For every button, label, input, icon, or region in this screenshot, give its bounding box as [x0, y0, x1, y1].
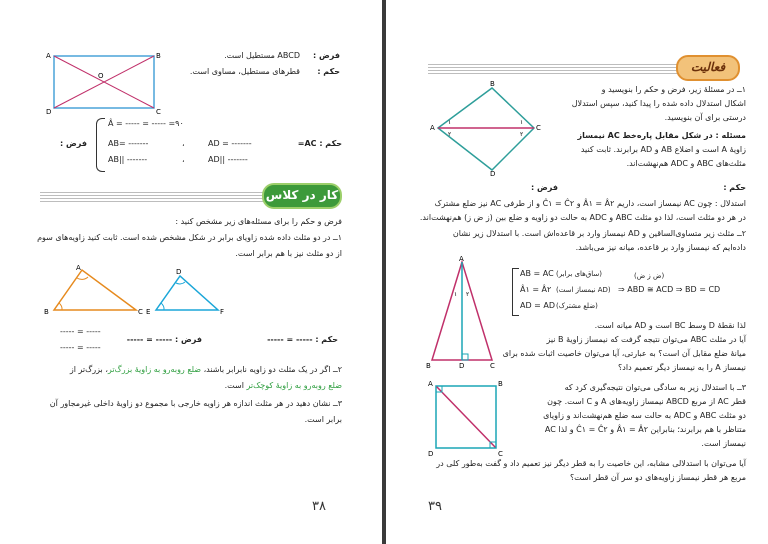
eq-angle: Â = ----- = ----- =۹۰ [108, 119, 184, 128]
comma-2: ، [182, 155, 185, 164]
g-ad-note: (ضلع مشترک) [556, 302, 598, 310]
ruling-2: حکم : ----- = ----- [267, 335, 338, 344]
sq-A: A [428, 380, 433, 388]
page-number-left: ۳۸ [312, 499, 326, 514]
g-sas: (ض ز ض) [634, 272, 665, 280]
label-F2: F [220, 308, 225, 316]
page-number-right: ۳۹ [428, 499, 442, 514]
sq-C: C [498, 450, 503, 458]
kite-n2: ۲ [448, 131, 452, 138]
banner-stripe [40, 192, 270, 204]
right-page [386, 0, 768, 544]
q1-line1: ۱ــ در دو مثلث داده شده زاویای برابر در شکل مشخص شده است. ثابت کنید زاویه‌های سوم [37, 233, 342, 242]
brace [96, 118, 105, 172]
iso-D: D [459, 362, 465, 370]
eq-ad: AD = ------- [208, 139, 252, 148]
class-work-banner: کار در کلاس [262, 183, 342, 209]
g-ad: AD = AD [520, 301, 556, 310]
label-C: C [156, 108, 161, 114]
kite-n2b: ۲ [520, 131, 524, 138]
left-page [0, 0, 382, 544]
intro-text: فرض و حکم را برای مسئله‌های زیر مشخص کنید : [175, 217, 342, 226]
q2-d: است. [224, 381, 244, 390]
ruling-label: حکم : [317, 67, 340, 76]
activity-banner: فعالیت [676, 55, 740, 81]
a3-l3: دو مثلث ABC و ADC به حالت سه ضلع هم‌نهشت‌اند و زاویای [543, 411, 746, 420]
sq-D: D [428, 450, 434, 458]
q2-green: ضلع روبه‌رو به زاویهٔ بزرگ‌تر [107, 365, 202, 374]
given-text: ABCD مستطیل است. [224, 51, 300, 60]
proof-l1: استدلال : چون AC نیمساز است، داریم Â۱ = Â۲ و Ĉ۱ = Ĉ۲ و از طرفی AC نیز ضلع مشترک [434, 199, 746, 208]
blank-1: ----- = ----- [60, 327, 101, 336]
given-r: فرض : [531, 183, 558, 192]
sq-B: B [498, 380, 503, 388]
label-B2: B [44, 308, 49, 316]
kite-figure [430, 80, 550, 176]
a3-l6: آیا می‌توان با استدلالی مشابه، این خاصیت را به قطر دیگر نیز تعمیم داد و گفت به‌طور کلی در [436, 459, 746, 468]
rectangle-figure [40, 48, 170, 114]
box-ruling: حکم : AC= [297, 139, 342, 148]
isosceles-figure [426, 256, 496, 370]
m-l2: زاویهٔ A است و اضلاع AB و AD برابرند. ثابت کنید [580, 145, 746, 154]
kite-n1: ۱ [448, 119, 452, 126]
a2-l2: داده‌ایم که نیمساز وارد بر قاعده، میانه نیز می‌باشد. [575, 243, 746, 252]
a2-l1: ۲ــ مثلث زیر متساوی‌الساقین و AD نیمساز وارد بر قاعده‌اش است. با استدلال زیر نشان [452, 229, 746, 238]
a2-l5: میانهٔ ضلع مقابل آن است؟ به عبارتی، آیا می‌توان خاصیت اثبات شده برای [502, 349, 746, 358]
iso-B: B [426, 362, 431, 370]
activity-stripe [428, 64, 690, 76]
a1-l1: ۱ــ در مسئلهٔ زیر، فرض و حکم را بنویسید و [601, 85, 746, 94]
given-label: فرض : [313, 51, 340, 60]
q1-line2: از دو مثلث نیز با هم برابر است. [235, 249, 342, 258]
eq-ab-par: AB|| ------- [108, 155, 148, 164]
a3-l4: متناظر با هم برابرند؛ بنابراین Â۱ = Â۲ و Ĉ۱ = Ĉ۲ و لذا AC [544, 425, 746, 434]
ruling-r: حکم : [723, 183, 746, 192]
g-ab: AB = AC [520, 269, 554, 278]
g-a: Â۱ = Â۲ [520, 285, 552, 294]
q2-a: ۲ــ اگر در یک مثلث دو زاویه نابرابر باشند، [203, 365, 342, 374]
square-figure [426, 378, 504, 458]
blank-2: ----- = ----- [60, 343, 101, 352]
iso-n2: ۲ [466, 291, 470, 298]
q3-line2: برابر است. [304, 415, 342, 424]
proof-brace [512, 268, 519, 316]
q2-green-2: ضلع روبه‌رو به زاویهٔ کوچک‌تر [246, 381, 342, 390]
label-E2: E [146, 308, 151, 316]
a2-l4: آیا در مثلث ABC می‌توان نتیجه گرفت که نیمساز زاویهٔ B نیز [546, 335, 746, 344]
a1-l3: درستی برای آن بنویسید. [664, 113, 746, 122]
iso-n1: ۱ [454, 291, 458, 298]
label-A2: A [76, 264, 81, 272]
comma-1: ، [182, 139, 185, 148]
iso-A: A [459, 256, 464, 263]
m-l1: مسئله : در شکل مقابل پاره‌خط AC نیمساز [577, 131, 746, 140]
iso-C: C [490, 362, 495, 370]
g-result: ⇒ ABD ≅ ACD ⇒ BD = CD [618, 285, 721, 294]
kite-A: A [430, 124, 435, 132]
label-B: B [156, 52, 161, 60]
eq-ab: AB= ------- [108, 139, 149, 148]
a2-l6: نیمساز A را به نیمساز دیگر تعمیم داد؟ [618, 363, 746, 372]
label-O: O [98, 72, 104, 80]
q2-b: ، بزرگ‌تر از [69, 365, 108, 374]
m-l3: مثلث‌های ABC و ADC هم‌نهشت‌اند. [626, 159, 746, 168]
g-a-note: (AD نیمساز است) [556, 286, 611, 294]
ruling-text: قطرهای مستطیل، مساوی است. [189, 67, 300, 76]
given-2: فرض : ----- = ----- [126, 335, 202, 344]
a3-l2: قطر AC از مربع ABCD نیمساز زاویه‌های A و C است. چون [547, 397, 746, 406]
g-ab-note: (ساق‌های برابر) [556, 270, 602, 278]
a3-l1: ۳ــ با استدلال زیر به سادگی می‌توان نتیجه‌گیری کرد که [564, 383, 746, 392]
eq-ad-par: AD|| ------- [208, 155, 248, 164]
q3-line1: ۳ــ نشان دهید در هر مثلث اندازه هر زاویه خارجی با مجموع دو زاویهٔ داخلی غیرمجاور آن [49, 399, 342, 408]
label-C2: C [138, 308, 143, 316]
a3-l7: مربع هر قطر نیمساز زاویه‌های دو سر آن قطر است؟ [569, 473, 746, 482]
a2-l3: لذا نقطهٔ D وسط BC است و AD میانه است. [594, 321, 746, 330]
kite-C: C [536, 124, 541, 132]
kite-B: B [490, 80, 495, 88]
label-A: A [46, 52, 51, 60]
a1-l2: اشکال استدلال داده شده را پیدا کنید، سپس استدلال [571, 99, 746, 108]
a3-l5: نیمساز است. [701, 439, 746, 448]
triangles-figure [40, 264, 230, 316]
label-D2: D [176, 268, 182, 276]
label-D: D [46, 108, 52, 114]
box-given: فرض : [60, 139, 87, 148]
proof-l2: در هر دو مثلث است، لذا دو مثلث ABC و ADC به حالت دو زاویه و ضلع بین (ز ض ز) هم‌نهشت‌اند. [419, 213, 746, 222]
kite-D: D [490, 170, 496, 176]
kite-n1b: ۱ [520, 119, 524, 126]
